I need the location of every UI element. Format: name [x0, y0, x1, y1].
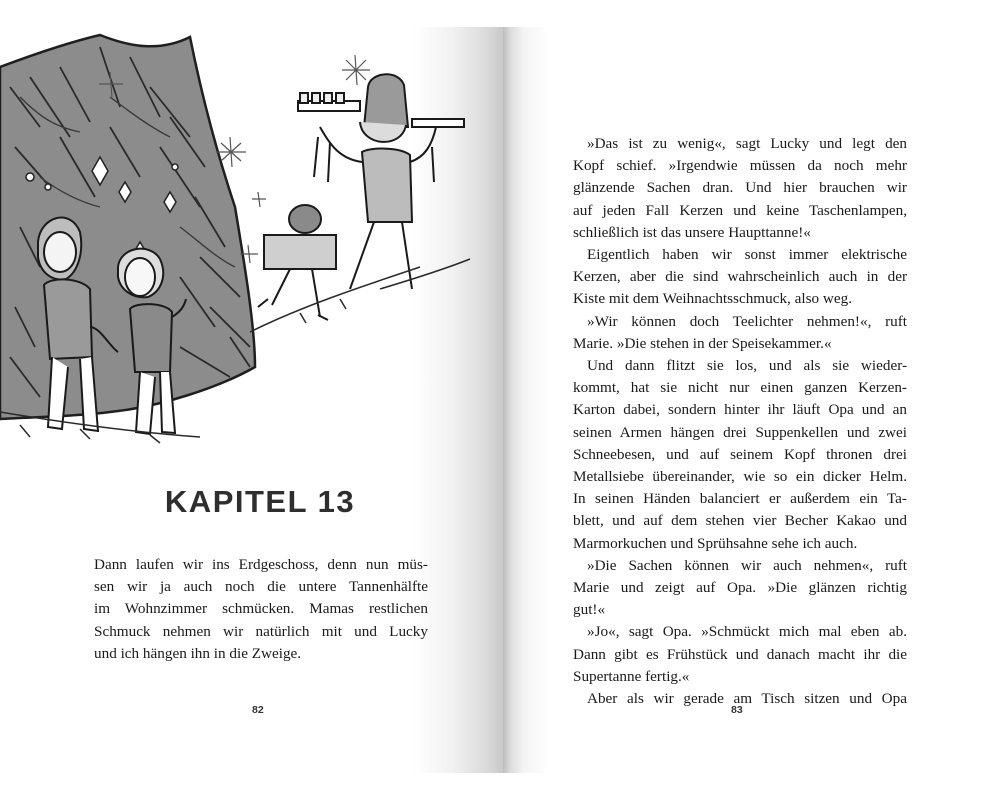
right-page	[503, 27, 1000, 773]
chapter-title: KAPITEL 13	[164, 484, 356, 519]
text-line: Dann gibt es Frühstück und danach macht ihr die	[573, 645, 907, 663]
child-with-box	[258, 205, 336, 320]
text-line: Dann laufen wir ins Erdgeschoss, denn nun müs-	[94, 556, 428, 573]
text-line: Kopf schief. »Irgendwie müssen da noch mehr	[573, 157, 907, 175]
right-body-text	[573, 133, 907, 710]
text-line: Marmorkuchen und Sprühsahne sehe ich auch.	[573, 534, 858, 552]
christmas-tree	[0, 35, 255, 419]
text-line: gut!«	[573, 601, 606, 619]
text-line: Eigentlich haben wir sonst immer elektrische	[587, 246, 907, 264]
text-line: »Die Sachen können wir auch nehmen«, ruft	[587, 556, 907, 574]
text-line: Kerzen, aber die sind wahrscheinlich auch in der	[573, 268, 907, 286]
text-line: im Wohnzimmer schmücken. Mamas restlichen	[94, 600, 428, 618]
text-line: und ich hängen ihn in die Zweige.	[94, 644, 302, 662]
text-line: Karton dabei, sondern hinter ihr läuft Opa und an	[573, 401, 907, 419]
text-line: Marie und zeigt auf Opa. »Die glänzen richtig	[573, 579, 907, 597]
text-line: schließlich ist das unsere Haupttanne!«	[573, 223, 811, 241]
text-line: Aber als wir gerade am Tisch sitzen und Opa	[587, 690, 907, 708]
page-number-right: 83	[731, 704, 743, 716]
text-line: glänzende Sachen dran. Und hier brauchen wir	[573, 179, 907, 197]
text-line: »Jo«, sagt Opa. »Schmückt mich mal eben ab.	[587, 623, 907, 641]
text-line: blett, und auf dem stehen vier Becher Kakao und	[573, 512, 907, 530]
text-line: kommt, hat sie nicht nur einen ganzen Kerzen-	[573, 379, 907, 397]
page-number-left: 82	[252, 704, 264, 716]
text-line: Schneebesen, und auf seinem Kopf thronen drei	[573, 445, 907, 463]
text-line: Und dann flitzt sie los, und als sie wieder-	[587, 357, 907, 375]
text-line: Schmuck nehmen wir natürlich mit und Lucky	[94, 622, 428, 640]
left-body-text	[94, 554, 428, 665]
text-line: Kiste mit dem Weihnachtsschmuck, also weg.	[573, 290, 852, 308]
text-line: Metallsiebe übereinander, wie so ein dicker Helm.	[573, 468, 907, 486]
text-line: Marie. »Die stehen in der Speisekammer.«	[573, 334, 832, 352]
text-line: In seinen Händen balanciert er außerdem ein Ta-	[573, 490, 907, 508]
text-line: sen wir ja auch noch die untere Tannenhälfte	[94, 578, 428, 596]
book-spread	[0, 27, 1000, 773]
christmas-tree-illustration	[0, 27, 503, 447]
text-line: seinen Armen hängen drei Suppenkellen und zwei	[573, 423, 907, 441]
left-page	[0, 27, 503, 773]
text-line: Supertanne fertig.«	[573, 667, 690, 685]
text-line: auf jeden Fall Kerzen und keine Taschenlampen,	[573, 201, 907, 219]
text-line: »Wir können doch Teelichter nehmen!«, ruft	[587, 312, 907, 330]
text-line: »Das ist zu wenig«, sagt Lucky und legt den	[587, 135, 907, 152]
